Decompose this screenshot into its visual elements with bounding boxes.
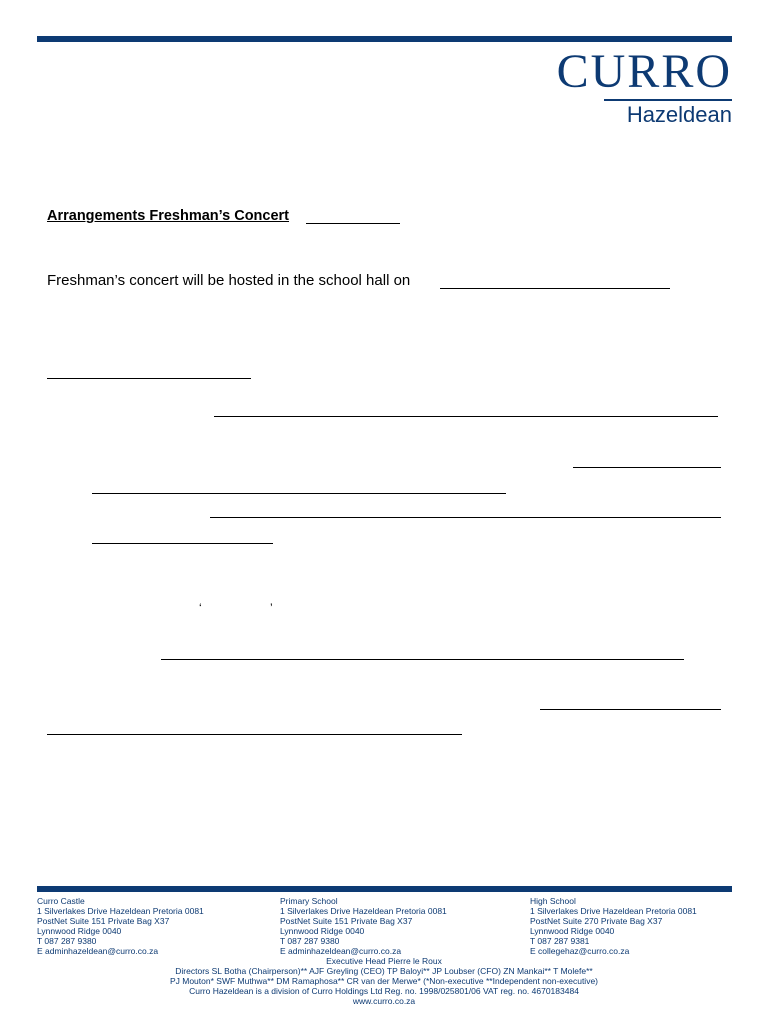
footer-primary-school — [280, 896, 510, 956]
blank-line-9[interactable] — [47, 734, 462, 735]
footer-phone: T 087 287 9380 — [280, 936, 340, 946]
date-blank-line[interactable] — [440, 288, 670, 289]
document-title: Arrangements Freshman’s Concert — [47, 208, 290, 224]
footer-address: 1 Silverlakes Drive Hazeldean Pretoria 0081 — [530, 906, 697, 916]
footer-postnet: PostNet Suite 270 Private Bag X37 — [530, 916, 663, 926]
blank-line-6[interactable] — [92, 543, 273, 544]
footer-phone: T 087 287 9380 — [37, 936, 97, 946]
footer-email: E collegehaz@curro.co.za — [530, 946, 630, 956]
logo-hazeldean: Hazeldean — [626, 102, 732, 127]
header-bar — [37, 36, 732, 42]
footer-high-school — [530, 896, 760, 956]
footer-website: www.curro.co.za — [352, 996, 416, 1006]
blank-line-5[interactable] — [210, 517, 721, 518]
footer-directors: Directors SL Botha (Chairperson)** AJF Greyling (CEO) TP Baloyi** JP Loubser (CFO) ZN Mankai** T Molefe** — [175, 966, 593, 976]
hall-sentence: Freshman’s concert will be hosted in the school hall on — [47, 272, 411, 289]
footer-city: Lynnwood Ridge 0040 — [530, 926, 615, 936]
logo-curro: CURRO — [556, 45, 732, 98]
footer-email: E adminhazeldean@curro.co.za — [280, 946, 402, 956]
footer-company-info — [0, 956, 768, 1006]
footer-directors-cont: PJ Mouton* SWF Muthwa** DM Ramaphosa** CR van der Merwe* (*Non-executive **Independent non-executive) — [169, 976, 599, 986]
blank-line-7[interactable] — [161, 659, 684, 660]
footer-heading: Primary School — [280, 896, 338, 906]
footer-heading: High School — [530, 896, 576, 906]
title-blank-line — [306, 223, 400, 224]
blank-line-4[interactable] — [92, 493, 506, 494]
footer-curro-castle — [37, 896, 267, 956]
footer-email: E adminhazeldean@curro.co.za — [37, 946, 159, 956]
footer-city: Lynnwood Ridge 0040 — [280, 926, 365, 936]
footer-city: Lynnwood Ridge 0040 — [37, 926, 122, 936]
footer-postnet: PostNet Suite 151 Private Bag X37 — [280, 916, 413, 926]
footer-phone: T 087 287 9381 — [530, 936, 590, 946]
footer-bar — [37, 886, 732, 892]
footer-address: 1 Silverlakes Drive Hazeldean Pretoria 0081 — [37, 906, 204, 916]
open-quote: ‘ — [199, 601, 202, 615]
footer-registration: Curro Hazeldean is a division of Curro Holdings Ltd Reg. no. 1998/025801/06 VAT reg. no. 4670183484 — [189, 986, 579, 996]
blank-line-3[interactable] — [573, 467, 721, 468]
footer-heading: Curro Castle — [37, 896, 85, 906]
footer-executive-head: Executive Head Pierre le Roux — [326, 956, 442, 966]
blank-line-8[interactable] — [540, 709, 721, 710]
close-quote: ’ — [270, 601, 273, 615]
blank-line-1[interactable] — [47, 378, 251, 379]
footer-postnet: PostNet Suite 151 Private Bag X37 — [37, 916, 170, 926]
logo-divider — [604, 99, 732, 101]
footer-address: 1 Silverlakes Drive Hazeldean Pretoria 0081 — [280, 906, 447, 916]
blank-line-2[interactable] — [214, 416, 718, 417]
